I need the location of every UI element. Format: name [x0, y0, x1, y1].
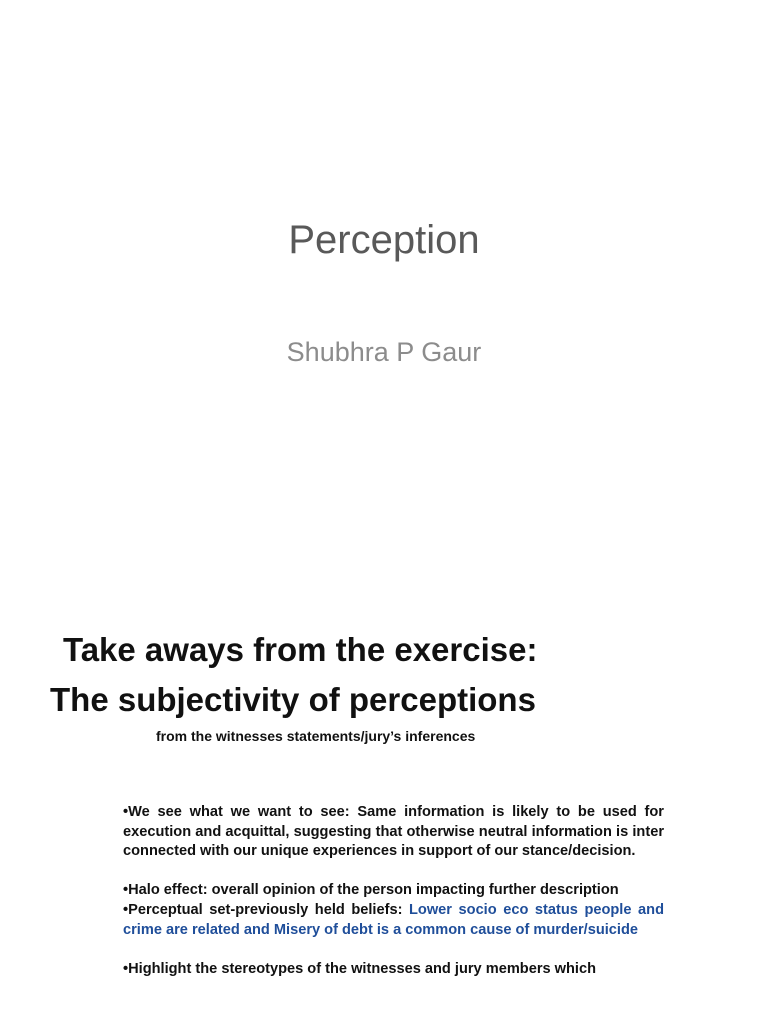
- slide-author: Shubhra P Gaur: [286, 337, 482, 367]
- slide-heading-line-2: The subjectivity of perceptions: [50, 681, 536, 718]
- bullet-item: [123, 901, 664, 940]
- bullet-item: •Highlight the stereotypes of the witnesses and jury members which: [123, 960, 597, 977]
- slide-heading-line-1: Take aways from the exercise:: [63, 631, 538, 668]
- slide-caption: from the witnesses statements/jury’s inferences: [156, 728, 476, 744]
- bullet-highlight-text: Lower socio eco status people and crime are related and Misery of debt is a common cause of murder/suicide: [123, 901, 664, 938]
- bullet-list: [123, 803, 664, 979]
- bullet-lead-text: •Perceptual set-previously held beliefs:: [123, 901, 409, 918]
- bullet-item: •We see what we want to see: Same information is likely to be used for execution and acquittal, suggesting that otherwise neutral information is inter connected with our unique experiences in support of our stance/decision.: [123, 804, 664, 860]
- slide-title: Perception: [288, 218, 480, 262]
- bullet-item: •Halo effect: overall opinion of the person impacting further description: [123, 882, 619, 899]
